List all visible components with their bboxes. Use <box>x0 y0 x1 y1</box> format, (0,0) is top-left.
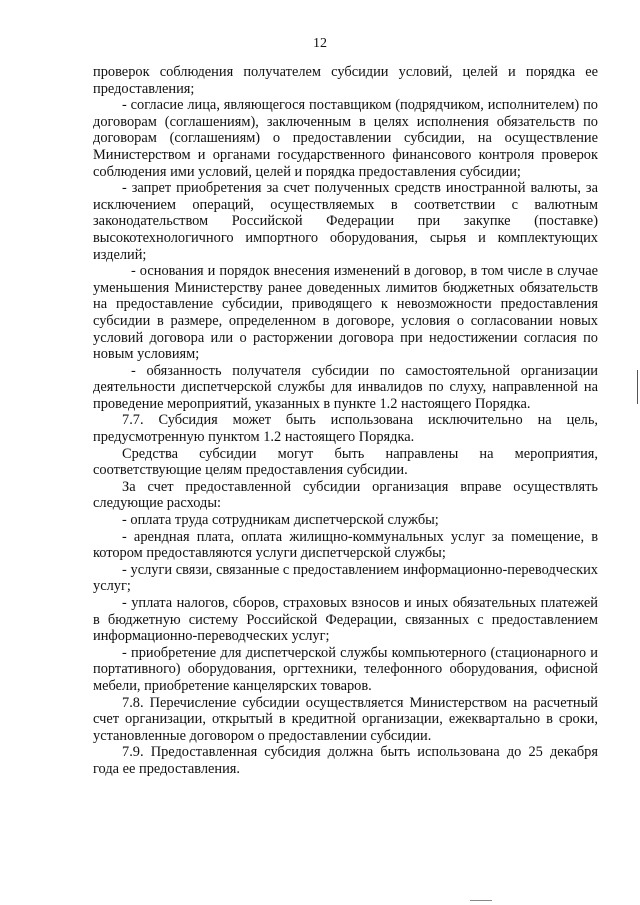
paragraph-7-8: 7.8. Перечисление субсидии осуществляется Министерством на расчетный счет организации, открытый в кредитной организации, ежеквартально в сроки, установленные договором о предоставлении субсидии. <box>93 694 598 744</box>
paragraph-7-7: 7.7. Субсидия может быть использована исключительно на цель, предусмотренную пунктом 1.2 настоящего Порядка. <box>93 412 598 446</box>
paragraph-recipient-obligation: - обязанность получателя субсидии по самостоятельной организации деятельности диспетчерской службы для инвалидов по слуху, направленной на проведение мероприятий, указанных в пункте 1.2 настоящего Порядка. <box>93 362 598 412</box>
list-item-communication: - услуги связи, связанные с предоставлением информационно-переводческих услуг; <box>93 561 598 595</box>
paragraph-contract-changes: - основания и порядок внесения изменений в договор, в том числе в случае уменьшения Министерству ранее доведенных лимитов бюджетных обязательств на предоставление субсидии, приводящего к невозможности предоставления субсидии в размере, определенном в договоре, условия о согласовании новых условий договора или о расторжении договора при недостижении согласия по новым условиям; <box>93 263 598 363</box>
list-item-taxes: - уплата налогов, сборов, страховых взносов и иных обязательных платежей в бюджетную систему Российской Федерации, связанных с предоставлением информационно-переводческих услуг; <box>93 595 598 645</box>
list-item-salary: - оплата труда сотрудникам диспетчерской службы; <box>122 512 439 529</box>
scan-bottom-mark <box>470 900 492 901</box>
page-number: 12 <box>313 36 327 51</box>
document-body <box>93 64 598 778</box>
paragraph-supplier-consent: - согласие лица, являющегося поставщиком (подрядчиком, исполнителем) по договорам (соглашениям), заключенным в целях исполнения обязательств по договорам (соглашениям) о предоставлении субсидии, на осуществление Министерством и органами государственного финансового контроля проверок соблюдения ими условий, целей и порядка предоставления субсидии; <box>93 97 598 180</box>
paragraph-currency-ban: - запрет приобретения за счет полученных средств иностранной валюты, за исключением операций, осуществляемых в соответствии с валютным законодательством Российской Федерации при закупке (поставке) высокотехнологичного импортного оборудования, сырья и комплектующих изделий; <box>93 180 598 263</box>
list-item-equipment: - приобретение для диспетчерской службы компьютерного (стационарного и портативного) оборудования, оргтехники, телефонного оборудования, офисной мебели, приобретение канцелярских товаров. <box>93 644 598 694</box>
paragraph-7-9: 7.9. Предоставленная субсидия должна быть использована до 25 декабря года ее предоставления. <box>93 744 598 777</box>
list-item-rent: - арендная плата, оплата жилищно-коммунальных услуг за помещение, в котором предоставляются услуги диспетчерской службы; <box>93 528 598 562</box>
scan-edge-mark <box>637 370 638 404</box>
paragraph-funds-purpose: Средства субсидии могут быть направлены на мероприятия, соответствующие целям предоставления субсидии. <box>93 445 598 479</box>
paragraph-expenses-intro: За счет предоставленной субсидии организация вправе осуществлять следующие расходы: <box>93 478 598 512</box>
paragraph-continuation: проверок соблюдения получателем субсидии условий, целей и порядка ее предоставления; <box>93 64 598 97</box>
